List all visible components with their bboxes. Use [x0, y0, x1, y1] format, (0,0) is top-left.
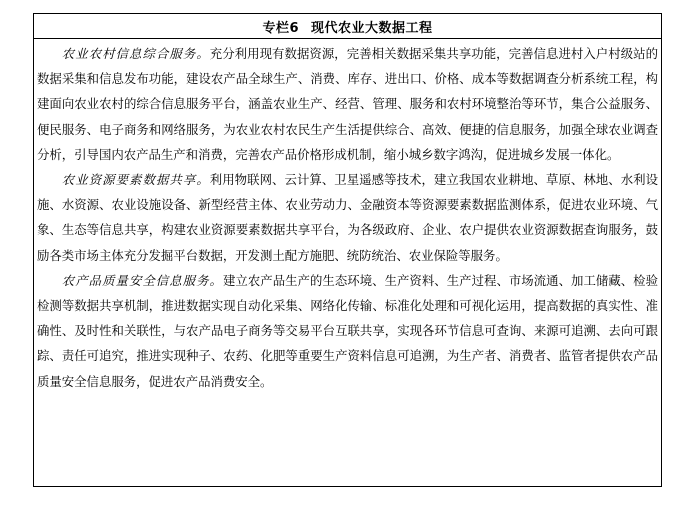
- box-heading: 现代农业大数据工程: [311, 20, 433, 36]
- feature-box: [33, 13, 662, 487]
- paragraph-body: 充分利用现有数据资源，完善相关数据采集共享功能，完善信息进村入户村级站的数据采集和信息发布功能，建设农产品全球生产、消费、库存、进出口、价格、成本等数据调查分析系统工程，构建面向农业农村的综合信息服务平台，涵盖农业生产、经营、管理、服务和农村环境整治等环节，集合公益服务、便民服务、电子商务和网络服务，为农业农村农民生产生活提供综合、高效、便捷的信息服务，加强全球农业调查分析，引导国内农产品生产和消费，完善农产品价格形成机制，缩小城乡数字鸿沟，促进城乡发展一体化。: [37, 46, 659, 162]
- paragraph-lead: 农业农村信息综合服务。: [61, 46, 210, 61]
- paragraph-lead: 农业资源要素数据共享。: [61, 172, 210, 188]
- paragraph-quality-safety: [37, 268, 658, 394]
- paragraph-info-service: [37, 41, 658, 167]
- paragraph-body: 利用物联网、云计算、卫星遥感等技术，建立我国农业耕地、草原、林地、水利设施、水资源、农业设施设备、新型经营主体、农业劳动力、金融资本等资源要素数据监测体系，促进农业环境、气象、生态等信息共享，构建农业资源要素数据共享平台，为各级政府、企业、农户提供农业资源数据查询服务，鼓励各类市场主体充分发掘平台数据，开发测土配方施肥、统防统治、农业保险等服务。: [37, 172, 659, 263]
- box-number: 专栏6: [262, 20, 300, 36]
- box-content: [34, 39, 661, 394]
- paragraph-body: 建立农产品生产的生态环境、生产资料、生产过程、市场流通、加工储藏、检验检测等数据共享机制，推进数据实现自动化采集、网络化传输、标准化处理和可视化运用，提高数据的真实性、准确性、及时性和关联性，与农产品电子商务等交易平台互联共享，实现各环节信息可查询、来源可追溯、去向可跟踪、责任可追究，推进实现种子、农药、化肥等重要生产资料信息可追溯，为生产者、消费者、监管者提供农产品质量安全信息服务，促进农产品消费安全。: [37, 272, 659, 389]
- box-title: [34, 14, 661, 39]
- paragraph-lead: 农产品质量安全信息服务。: [61, 272, 223, 288]
- paragraph-resource-sharing: [37, 167, 658, 268]
